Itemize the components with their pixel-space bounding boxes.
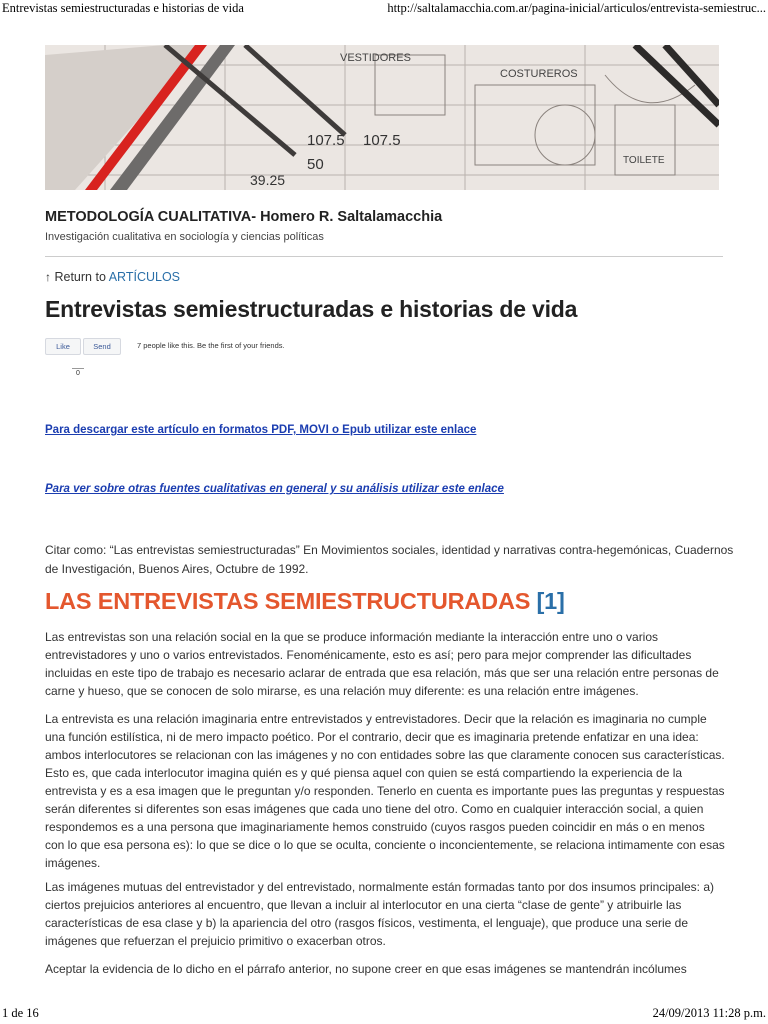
facebook-like-button[interactable]: Like — [45, 338, 81, 355]
site-title[interactable]: METODOLOGÍA CUALITATIVA- Homero R. Saltalamacchia — [45, 209, 443, 225]
return-breadcrumb — [45, 270, 180, 284]
print-header-url: http://saltalamacchia.com.ar/pagina-inicial/articulos/entrevista-semiestruc... — [387, 1, 766, 15]
share-count — [76, 370, 80, 377]
banner-label-dim-4: 39.25 — [250, 172, 286, 188]
up-arrow-icon: ↑ — [45, 270, 51, 284]
banner-label-dim-1: 107.5 — [307, 132, 345, 149]
article-paragraph: Las entrevistas son una relación social en la que se produce información mediante la interacción entre uno o varios entrevistadores y uno o varios entrevistados. Fenoménicamente, esto es así; pero para mejor comprender las dificultades incluidas en este tipo de trabajo es necesario aclarar de entrada que esa relación, más que ser una relación entre personas de carne y hueso, que se conocen de solo mirarse, es una relación muy diferente: es una relación entre imágenes. — [45, 630, 719, 698]
citation-text: Citar como: “Las entrevistas semiestructuradas” En Movimientos sociales, identidad y narrativas contra-hegemónicas, Cuadernos de Investigación, Buenos Aires, Octubre de 1992. — [45, 543, 734, 576]
footnote-link[interactable]: [1] — [536, 588, 565, 614]
section-heading-text: LAS ENTREVISTAS SEMIESTRUCTURADAS — [45, 588, 531, 614]
page-title: Entrevistas semiestructuradas e historias de vida — [45, 296, 578, 322]
download-article-link[interactable]: Para descargar este artículo en formatos PDF, MOVI o Epub utilizar este enlace — [45, 424, 477, 436]
print-header — [0, 0, 768, 18]
share-count-value: 0 — [76, 370, 80, 377]
article-paragraph: Las imágenes mutuas del entrevistador y del entrevistado, normalmente están formadas tanto por dos insumos principales: a) ciertos prejuicios anteriores al encuentro, que llevan a incluir al interlocutor en una cierta “clase de gente” y atribuirle las características de esa clase y b) la apariencia del otro (rasgos físicos, vestimenta, el lenguaje), que produce una serie de imágenes que refuerzan el prejuicio primitivo o exacerban otros. — [45, 880, 715, 948]
header-divider — [45, 256, 723, 257]
print-footer — [0, 1004, 768, 1024]
print-footer-page: 1 de 16 — [2, 1006, 39, 1020]
print-footer-datetime: 24/09/2013 11:28 p.m. — [652, 1006, 766, 1020]
banner-label-vestidores: VESTIDORES — [340, 52, 411, 64]
header-banner-image — [45, 45, 719, 190]
site-description: Investigación cualitativa en sociología y ciencias políticas — [45, 231, 324, 243]
banner-label-costureros: COSTUREROS — [500, 68, 578, 80]
share-count-divider — [72, 368, 84, 369]
banner-label-dim-2: 107.5 — [363, 132, 401, 149]
article-paragraph: Aceptar la evidencia de lo dicho en el párrafo anterior, no supone creer en que esas imágenes se mantendrán incólumes — [45, 962, 687, 976]
return-prefix: Return to — [54, 270, 106, 284]
article-paragraph: La entrevista es una relación imaginaria entre entrevistados y entrevistadores. Decir que la relación es imaginaria no cumple una función estilística, ni de mero impacto poético. Por el contrario, decir que es imaginaria pretende enfatizar en una idea: ambos interlocutores se relacionan con las imágenes y no con entidades sobre las que claramente conocen sus características. Esto es, que cada interlocutor imagina quién es y qué piensa aquel con quien se está compartiendo la experiencia de la entrevista y es a esa imagen que le preguntan y/o responden. Tenerlo en cuenta es importante pues las preguntas y respuestas serán diferentes si diferentes son esas imágenes que cada uno tiene del otro. Como en cualquier interacción social, a quien respondemos es a una persona que imaginariamente hemos construido (cuyos rasgos pueden coincidir en más o en menos con lo que esa persona es): lo que se dice o lo que se oculta, conciente o inconcientemente, se relaciona intimamente con esas imágenes. — [45, 712, 725, 870]
other-sources-link[interactable]: Para ver sobre otras fuentes cualitativas en general y su análisis utilizar este enlace — [45, 483, 504, 495]
print-header-title: Entrevistas semiestructuradas e historias de vida — [2, 1, 244, 15]
banner-label-dim-3: 50 — [307, 156, 324, 173]
facebook-send-button[interactable]: Send — [83, 338, 121, 355]
return-link-articulos[interactable]: ARTÍCULOS — [108, 270, 181, 284]
banner-label-toilete: TOILETE — [623, 155, 665, 166]
section-heading — [45, 588, 565, 615]
facebook-like-text: 7 people like this. Be the first of your friends. — [137, 341, 285, 350]
